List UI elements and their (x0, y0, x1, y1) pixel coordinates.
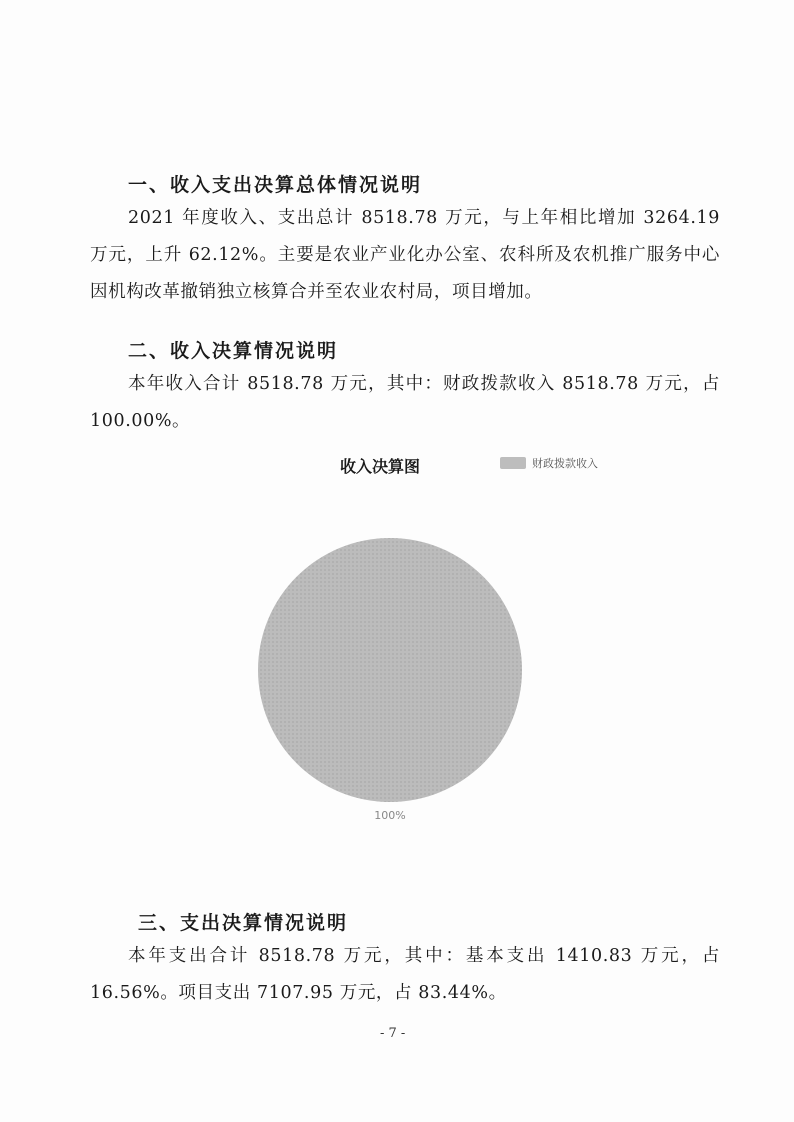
pie-data-label: 100% (374, 809, 406, 822)
section3-paragraph: 本年支出合计 8518.78 万元，其中：基本支出 1410.83 万元，占 16.56%。项目支出 7107.95 万元，占 83.44%。 (90, 946, 720, 1003)
page-number: - 7 - (380, 1026, 406, 1041)
pie-slice (258, 538, 522, 802)
chart-legend (500, 455, 598, 471)
section2-paragraph: 本年收入合计 8518.78 万元，其中：财政拨款收入 8518.78 万元，占 100.00%。 (90, 374, 720, 431)
legend-label: 财政拨款收入 (532, 457, 598, 470)
section1-heading: 一、收入支出决算总体情况说明 (128, 174, 423, 196)
pie-slices (258, 538, 522, 802)
pie-chart (240, 525, 540, 835)
section2-heading: 二、收入决算情况说明 (128, 340, 339, 362)
section3-heading: 三、支出决算情况说明 (138, 912, 349, 934)
section1-paragraph: 2021 年度收入、支出总计 8518.78 万元，与上年相比增加 3264.19 万元，上升 62.12%。主要是农业产业化办公室、农科所及农机推广服务中心因机构改革撤销独立核算合并至农业农村局，项目增加。 (90, 208, 720, 302)
legend-swatch (500, 457, 526, 469)
chart-title: 收入决算图 (340, 457, 421, 476)
